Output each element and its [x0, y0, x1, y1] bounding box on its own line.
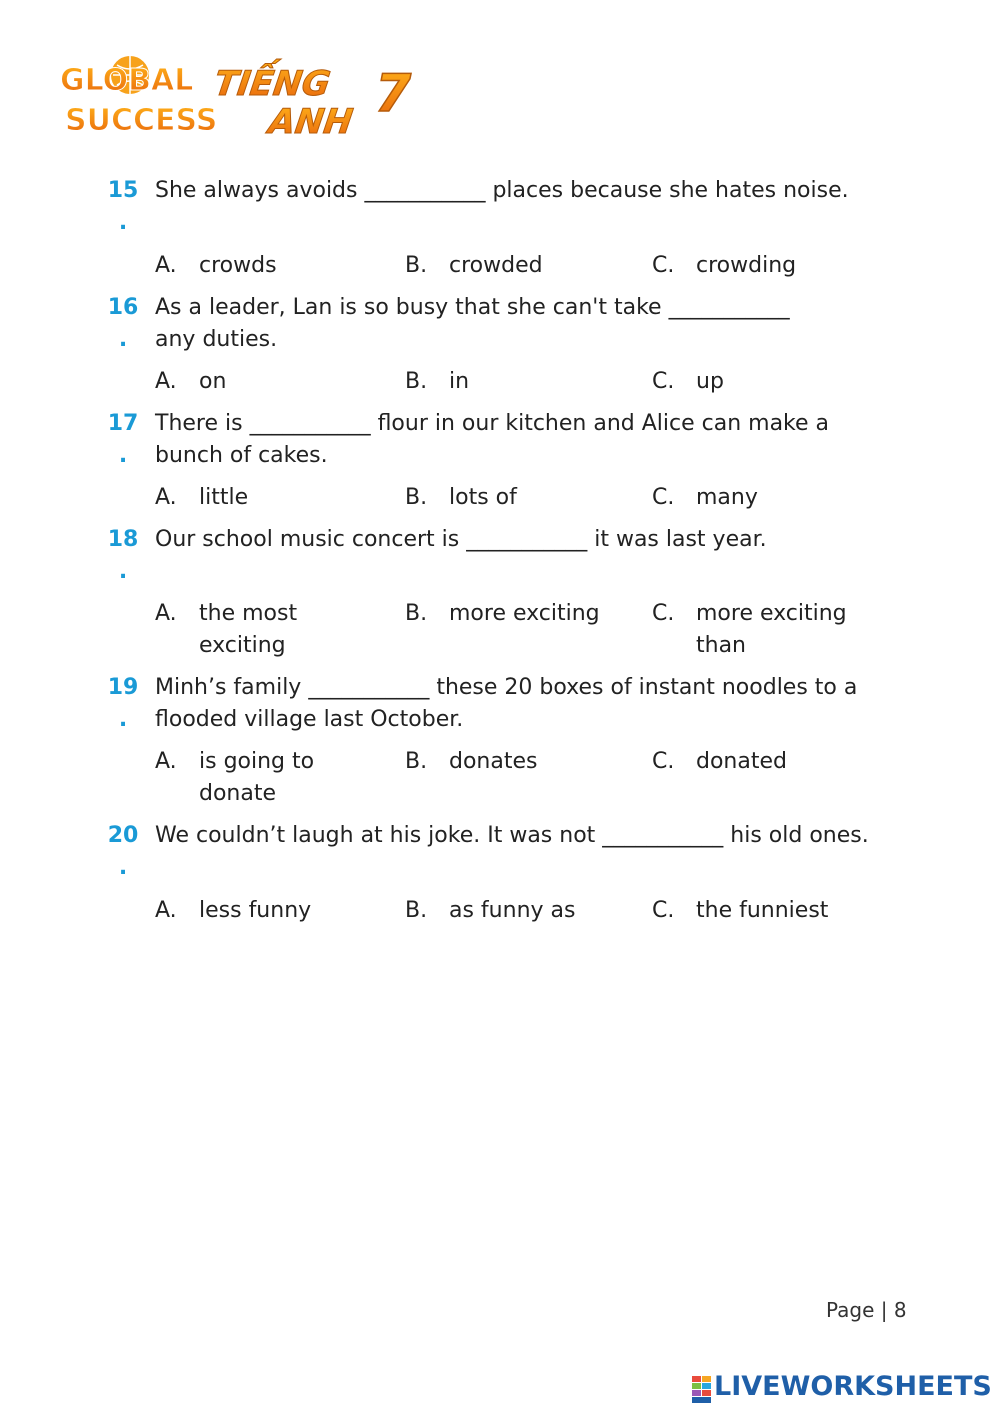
question-number: 17 .	[107, 411, 139, 468]
question-text: There is ___________ flour in our kitchen and Alice can make a bunch of cakes.	[155, 411, 830, 468]
liveworksheets-wordmark: LIVEWORKSHEETS	[714, 1371, 992, 1402]
question-number: 16 .	[107, 295, 139, 352]
question-number: 20 .	[107, 823, 139, 880]
question-text: As a leader, Lan is so busy that she can't take ___________ any duties.	[155, 295, 790, 352]
page-number: Page | 8	[826, 1298, 907, 1322]
question-text: We couldn’t laugh at his joke. It was not ___________ his old ones.	[155, 823, 869, 848]
question-text: Our school music concert is ___________ it was last year.	[155, 527, 767, 552]
svg-text:7: 7	[375, 64, 412, 124]
svg-text:ANH: ANH	[266, 102, 356, 142]
svg-text:GLOBAL: GLOBAL	[60, 63, 194, 98]
liveworksheets-logo-icon	[692, 1376, 712, 1404]
question-number: 15 .	[107, 178, 139, 235]
svg-text:TIẾNG: TIẾNG	[211, 64, 333, 104]
question-number: 18 .	[107, 527, 139, 584]
question-text: She always avoids ___________ places because she hates noise.	[155, 178, 849, 203]
svg-text:SUCCESS: SUCCESS	[65, 103, 218, 138]
question-number: 19 .	[107, 675, 139, 732]
question-text: Minh’s family ___________ these 20 boxes of instant noodles to a flooded village last October.	[155, 675, 858, 732]
global-success-logo	[55, 45, 435, 145]
